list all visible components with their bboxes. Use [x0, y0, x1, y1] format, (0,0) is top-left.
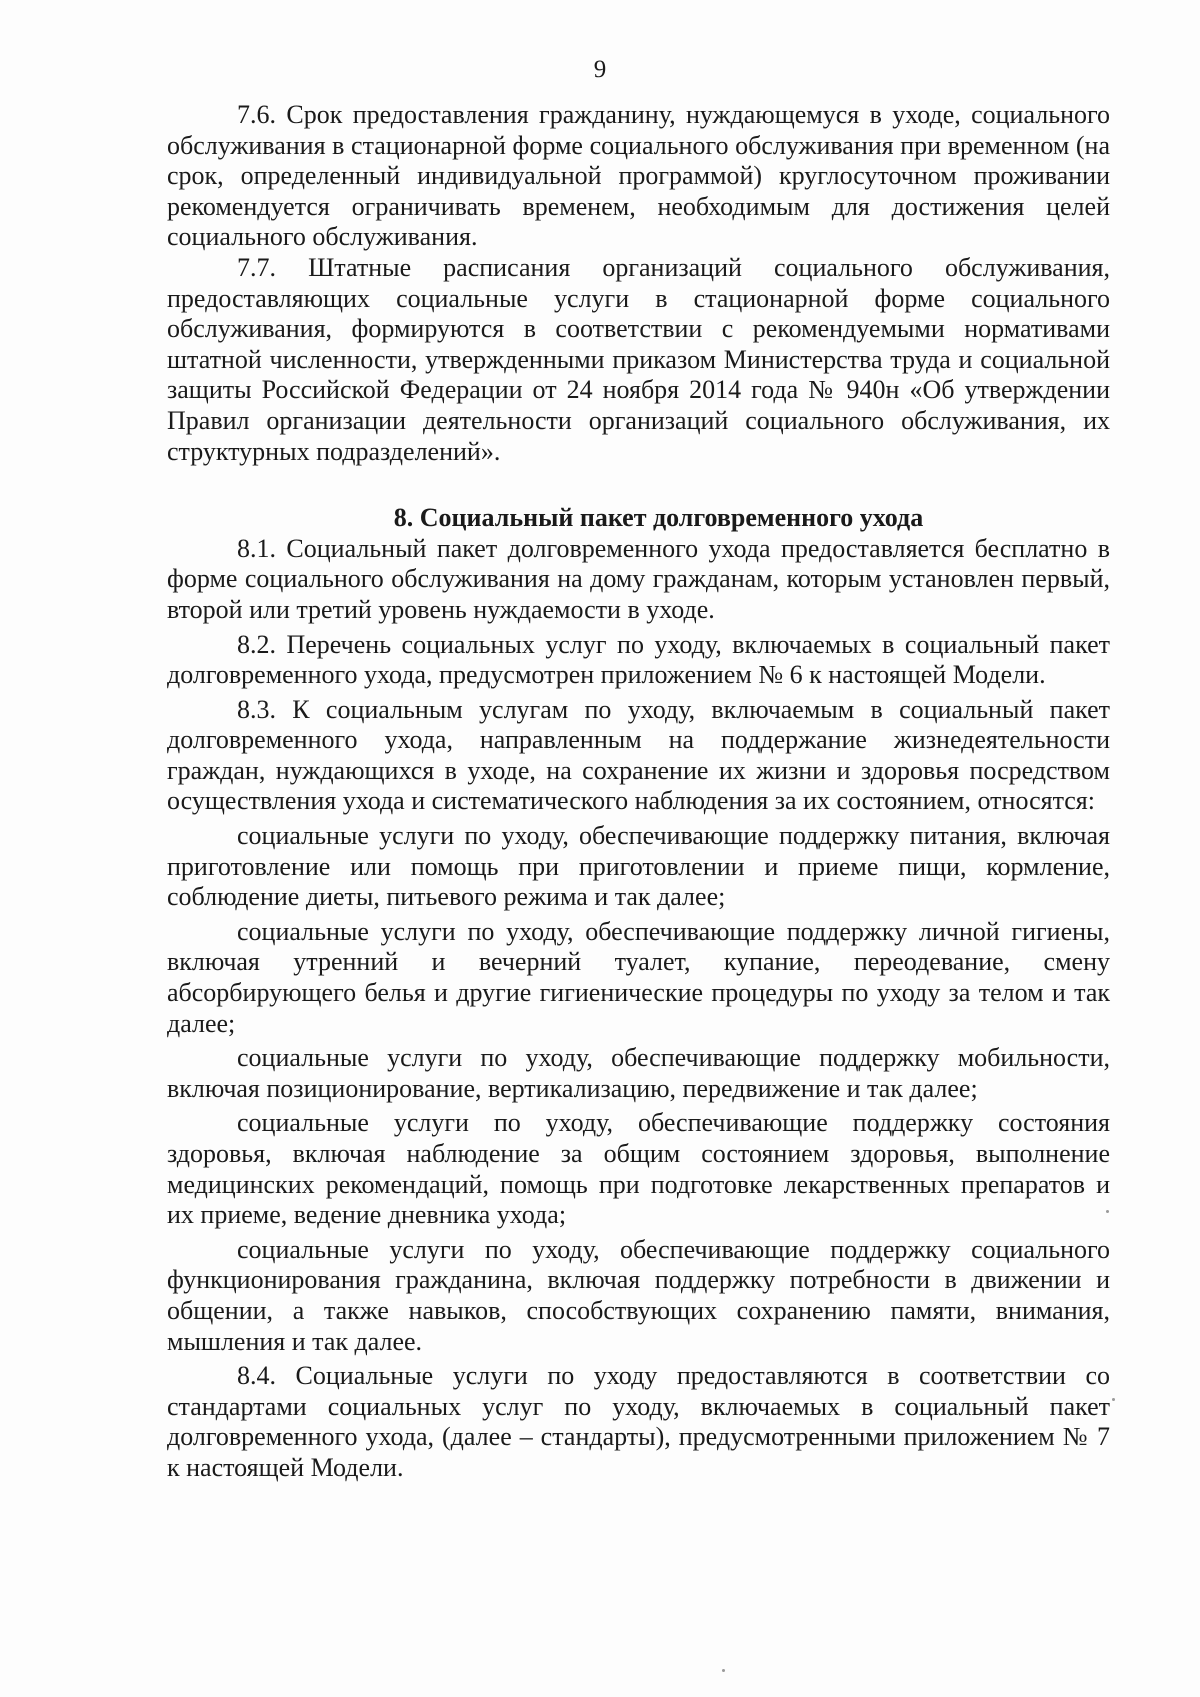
document-body: [167, 100, 1110, 1484]
paragraph-8-1: 8.1. Социальный пакет долговременного ухода предоставляется бесплатно в форме социального обслуживания на дому гражданам, которым установлен первый, второй или третий уровень нуждаемости в уходе.: [167, 533, 1110, 624]
scan-speck: [1106, 1210, 1109, 1213]
list-item-hygiene: социальные услуги по уходу, обеспечивающие поддержку личной гигиены, включая утренний и вечерний туалет, купание, переодевание, смену абсорбирующего белья и другие гигиенические процедуры по уходу за телом и так далее;: [167, 916, 1110, 1038]
paragraph-7-7: 7.7. Штатные расписания организаций социального обслуживания, предоставляющих социальные услуги в стационарной форме социального обслуживания, формируются в соответствии с рекомендуемыми нормативами штатной численности, утвержденными приказом Министерства труда и социальной защиты Российской Федерации от 24 ноября 2014 года № 940н «Об утверждении Правил организации деятельности организаций социального обслуживания, их структурных подразделений».: [167, 252, 1110, 466]
page-number: 9: [593, 56, 607, 83]
list-item-health: социальные услуги по уходу, обеспечивающие поддержку состояния здоровья, включая наблюдение за общим состоянием здоровья, выполнение медицинских рекомендаций, помощь при подготовке лекарственных препаратов и их приеме, ведение дневника ухода;: [167, 1108, 1110, 1230]
scan-speck: [722, 1669, 725, 1672]
paragraph-8-2: 8.2. Перечень социальных услуг по уходу, включаемых в социальный пакет долговременного ухода, предусмотрен приложением № 6 к настоящей Модели.: [167, 629, 1110, 690]
paragraph-8-3: 8.3. К социальным услугам по уходу, включаемым в социальный пакет долговременного ухода, направленным на поддержание жизнедеятельности граждан, нуждающихся в уходе, на сохранение их жизни и здоровья посредством осуществления ухода и систематического наблюдения за их состоянием, относятся:: [167, 694, 1110, 816]
list-item-mobility: социальные услуги по уходу, обеспечивающие поддержку мобильности, включая позиционирование, вертикализацию, передвижение и так далее;: [167, 1043, 1110, 1103]
scan-speck: [1112, 1398, 1115, 1401]
list-item-nutrition: социальные услуги по уходу, обеспечивающие поддержку питания, включая приготовление или помощь при приготовлении и приеме пищи, кормление, соблюдение диеты, питьевого режима и так далее;: [167, 821, 1110, 912]
section-heading: 8. Социальный пакет долговременного ухода: [393, 503, 924, 533]
paragraph-7-6: 7.6. Срок предоставления гражданину, нуждающемуся в уходе, социального обслуживания в стационарной форме социального обслуживания при временном (на срок, определенный индивидуальной программой) круглосуточном проживании рекомендуется ограничивать временем, необходимым для достижения целей социального обслуживания.: [167, 100, 1110, 252]
list-item-social: социальные услуги по уходу, обеспечивающие поддержку социального функционирования гражданина, включая поддержку потребности в движении и общении, а также навыков, способствующих сохранению памяти, внимания, мышления и так далее.: [167, 1234, 1110, 1356]
paragraph-8-4: 8.4. Социальные услуги по уходу предоставляются в соответствии со стандартами социальных услуг по уходу, включаемых в социальный пакет долговременного ухода, (далее – стандарты), предусмотренными приложением № 7 к настоящей Модели.: [167, 1361, 1110, 1482]
